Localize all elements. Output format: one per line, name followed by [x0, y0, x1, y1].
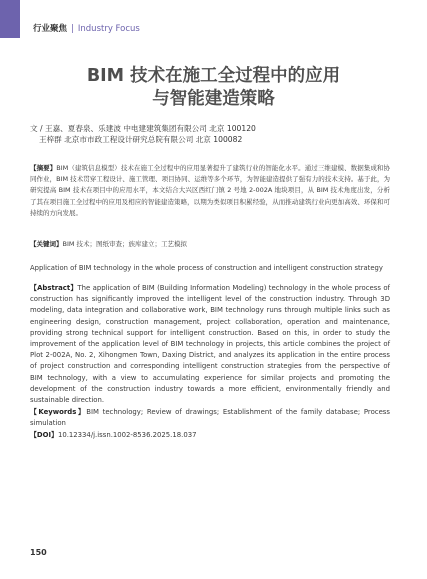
author-line-1: 文 / 王嘉、夏春泉、乐建波 中电建建筑集团有限公司 北京 100120: [30, 124, 256, 133]
abstract-en-text: The application of BIM (Building Information Modeling) technology in the whole process of construction has significantly improved the intelligent level of the construction industry. Through 3D modeling, data integration and collaborative work, BIM technology runs through multiple links such as engineering design, construction management, project collaboration, operation and maintenance, providing strong technical support for intelligent construction. Based on this, in order to study the improvement of the application level of BIM technology in projects, this article combines the project of Plot 2-002A, No. 2, Xihongmen Town, Daxing District, and analyzes its application in the entire process of project construction and corresponding intelligent construction strategies from the perspective of BIM technology, with a view to accumulating experience for similar projects and promoting the development of the construction industry towards a more efficient, environmentally friendly and sustainable direction.: [30, 284, 390, 405]
abstract-en: [30, 283, 390, 406]
keywords-en-text: BIM technology; Review of drawings; Establishment of the family database; Process simulation: [30, 408, 390, 428]
keywords-cn-label: 【关键词】: [30, 240, 63, 248]
doi-label: 【DOI】: [30, 431, 58, 439]
page-number: 150: [30, 548, 47, 557]
keywords-en: [30, 407, 390, 429]
author-line-2: 王梓群 北京市市政工程设计研究总院有限公司 北京 100082: [39, 135, 243, 144]
abstract-cn-text: BIM（建筑信息模型）技术在施工全过程中的应用显著提升了建筑行业的智能化水平。通过三维建模、数据集成和协同作业，BIM 技术贯穿工程设计、施工管理、项目协同、运维等多个环节，为智能建造提供了强有力的技术支持。基于此，为研究提高 BIM 技术在项目中的应用水平，本文结合大兴区西红门镇 2 号地 2-002A 地块项目，从 BIM 技术角度出发，分析了其在项目施工全过程中的应用及相应的智能建造策略，以期为类似项目积累经验，从而推动建筑行业向更加高效、环保和可持续的方向发展。: [30, 164, 391, 217]
doi: [30, 430, 390, 441]
abstract-en-label: 【Abstract】: [30, 284, 78, 292]
english-title: Application of BIM technology in the whole process of construction and intelligent construction strategy: [30, 264, 383, 272]
corner-accent-block: [0, 0, 20, 38]
article-title-line1: BIM 技术在施工全过程中的应用: [86, 66, 341, 86]
abstract-cn-label: 【摘要】: [30, 164, 57, 172]
header-separator: |: [71, 24, 74, 34]
doi-text: 10.12334/j.issn.1002-8536.2025.18.037: [57, 431, 197, 439]
keywords-cn: [30, 239, 390, 250]
section-name-cn: 行业聚焦: [33, 24, 68, 34]
running-header: [33, 22, 140, 34]
keywords-en-label: 【Keywords】: [30, 408, 87, 416]
abstract-cn: [30, 163, 390, 219]
article-title-line2: 与智能建造策略: [152, 89, 275, 109]
section-name-en: Industry Focus: [77, 24, 140, 34]
author-affiliations: [30, 123, 256, 145]
keywords-cn-text: BIM 技术；图纸审查；族库建立；工艺模拟: [62, 240, 188, 248]
